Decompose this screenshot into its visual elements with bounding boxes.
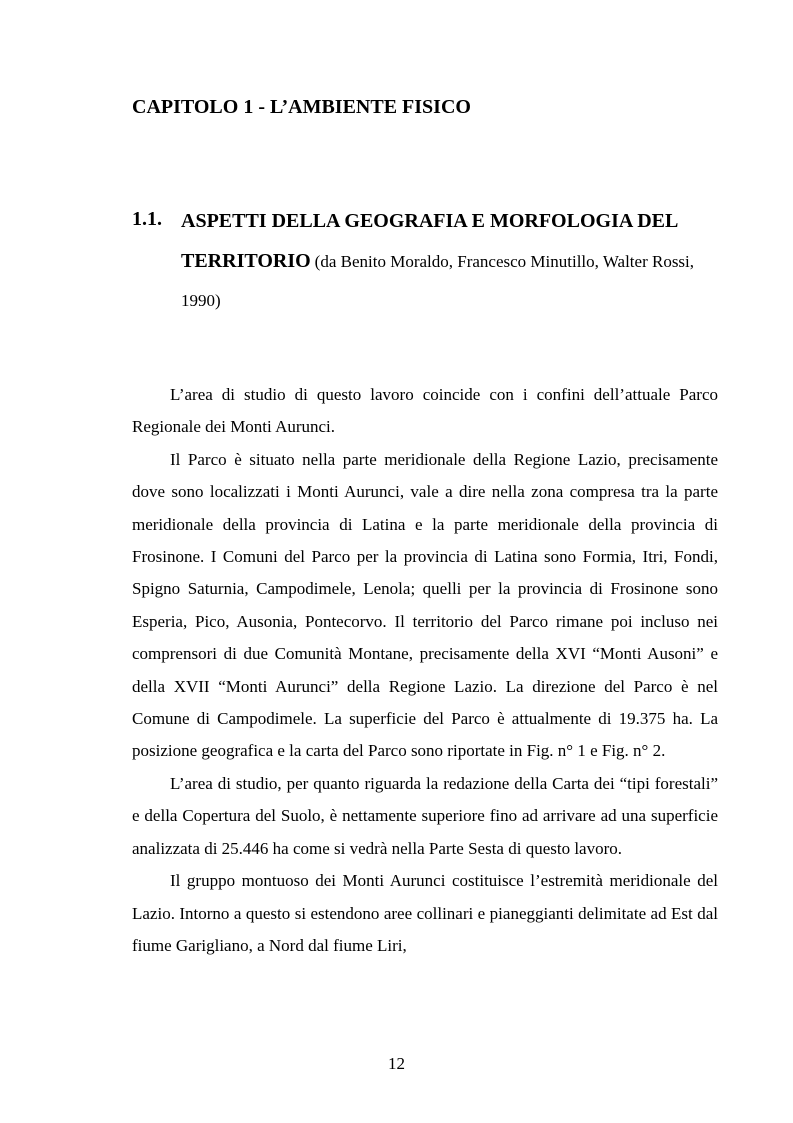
chapter-title: CAPITOLO 1 - L’AMBIENTE FISICO <box>132 96 471 118</box>
section-number: 1.1. <box>132 208 162 230</box>
paragraph-1: L’area di studio di questo lavoro coincide con i confini dell’attuale Parco Regionale dei Monti Aurunci. <box>132 385 718 437</box>
section-heading-text <box>181 202 726 321</box>
section-title: ASPETTI DELLA GEOGRAFIA E MORFOLOGIA DEL TERRITORIO <box>181 210 678 272</box>
paragraph-2: Il Parco è situato nella parte meridionale della Regione Lazio, precisamente dove sono localizzati i Monti Aurunci, vale a dire nella zona compresa tra la parte meridionale della provincia di Latina e la parte meridionale della provincia di Frosinone. I Comuni del Parco per la provincia di Latina sono Formia, Itri, Fondi, Spigno Saturnia, Campodimele, Lenola; quelli per la provincia di Frosinone sono Esperia, Pico, Ausonia, Pontecorvo. Il territorio del Parco rimane poi incluso nei comprensori di due Comunità Montane, precisamente della XVI “Monti Ausoni” e della XVII “Monti Aurunci” della Regione Lazio. La direzione del Parco è nel Comune di Campodimele. La superficie del Parco è attualmente di 19.375 ha. La posizione geografica e la carta del Parco sono riportate in Fig. n° 1 e Fig. n° 2. <box>132 449 718 761</box>
paragraph-4: Il gruppo montuoso dei Monti Aurunci costituisce l’estremità meridionale del Lazio. Intorno a questo si estendono aree collinari e pianeggianti delimitate ad Est dal fiume Garigliano, a Nord dal fiume Liri, <box>132 871 718 955</box>
section-credit: (da Benito Moraldo, Francesco Minutillo, Walter Rossi, 1990) <box>181 252 695 310</box>
paragraph-3: L’area di studio, per quanto riguarda la redazione della Carta dei “tipi forestali” e della Copertura del Suolo, è nettamente superiore fino ad arrivare ad una superficie analizzata di 25.446 ha come si vedrà nella Parte Sesta di questo lavoro. <box>132 773 718 858</box>
page-number: 12 <box>388 1054 405 1073</box>
body-text <box>132 379 718 962</box>
